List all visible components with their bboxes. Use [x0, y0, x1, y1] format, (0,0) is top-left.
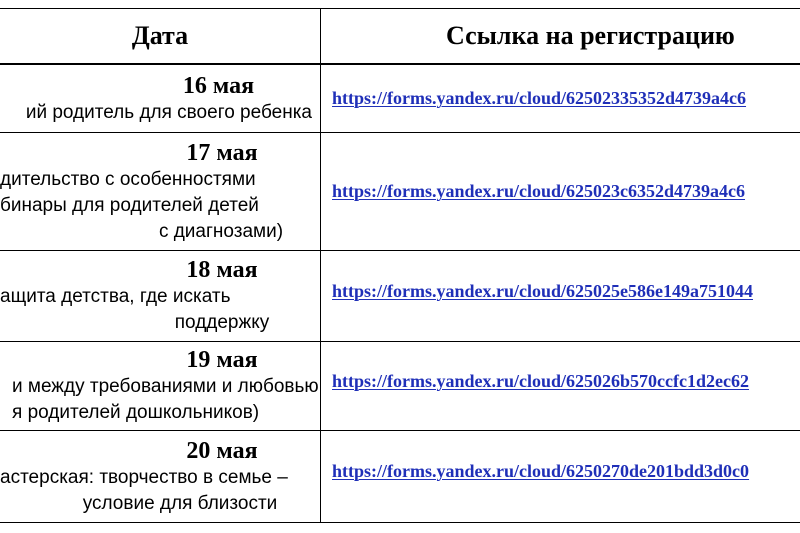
header-date-label: Дата: [131, 21, 189, 50]
row-description: условие для близости: [82, 492, 278, 514]
table-row-date-cell: [0, 251, 320, 341]
registration-link[interactable]: https://forms.yandex.ru/cloud/62502335352d4739a4c6: [332, 88, 747, 108]
row-description: ащита детства, где искать: [0, 286, 231, 307]
row-date: 16 мая: [182, 72, 255, 99]
row-date: 20 мая: [186, 437, 258, 464]
row-description: и между требованиями и любовью: [12, 376, 319, 397]
row-date: 19 мая: [186, 347, 258, 373]
row-description: я родителей дошкольников): [12, 402, 260, 423]
table-row-link-cell: [332, 133, 800, 250]
row-description: астерская: творчество в семье –: [0, 466, 288, 488]
row-description: дительство с особенностями: [0, 168, 256, 190]
table-row-link-cell: [332, 251, 800, 331]
table-row-date-cell: [0, 431, 320, 522]
row-description: бинары для родителей детей: [0, 194, 259, 216]
table-border-bottom: [0, 522, 800, 523]
row-description: ий родитель для своего ребенка: [25, 101, 312, 123]
table-row-link-cell: [332, 431, 800, 511]
registration-link[interactable]: https://forms.yandex.ru/cloud/625023c6352d4739a4c6: [332, 181, 746, 201]
registration-link[interactable]: https://forms.yandex.ru/cloud/625025e586e149a751044: [332, 280, 753, 301]
table-row-date-cell: [0, 342, 320, 430]
column-divider: [320, 8, 321, 523]
row-description: поддержку: [174, 312, 270, 333]
registration-link[interactable]: https://forms.yandex.ru/cloud/625026b570ccfc1d2ec62: [332, 370, 749, 391]
row-date: 17 мая: [186, 139, 258, 166]
row-date: 18 мая: [186, 257, 258, 283]
table-row-date-cell: [0, 133, 320, 250]
header-date: [0, 9, 320, 63]
table-row-date-cell: [0, 65, 320, 132]
table-row-link-cell: [332, 65, 800, 132]
table-row-link-cell: [332, 342, 800, 420]
header-link-label: Ссылка на регистрацию: [446, 21, 735, 50]
row-description: с диагнозами): [158, 220, 284, 242]
registration-link[interactable]: https://forms.yandex.ru/cloud/6250270de201bdd3d0c0: [332, 460, 750, 481]
header-link: [321, 9, 800, 63]
